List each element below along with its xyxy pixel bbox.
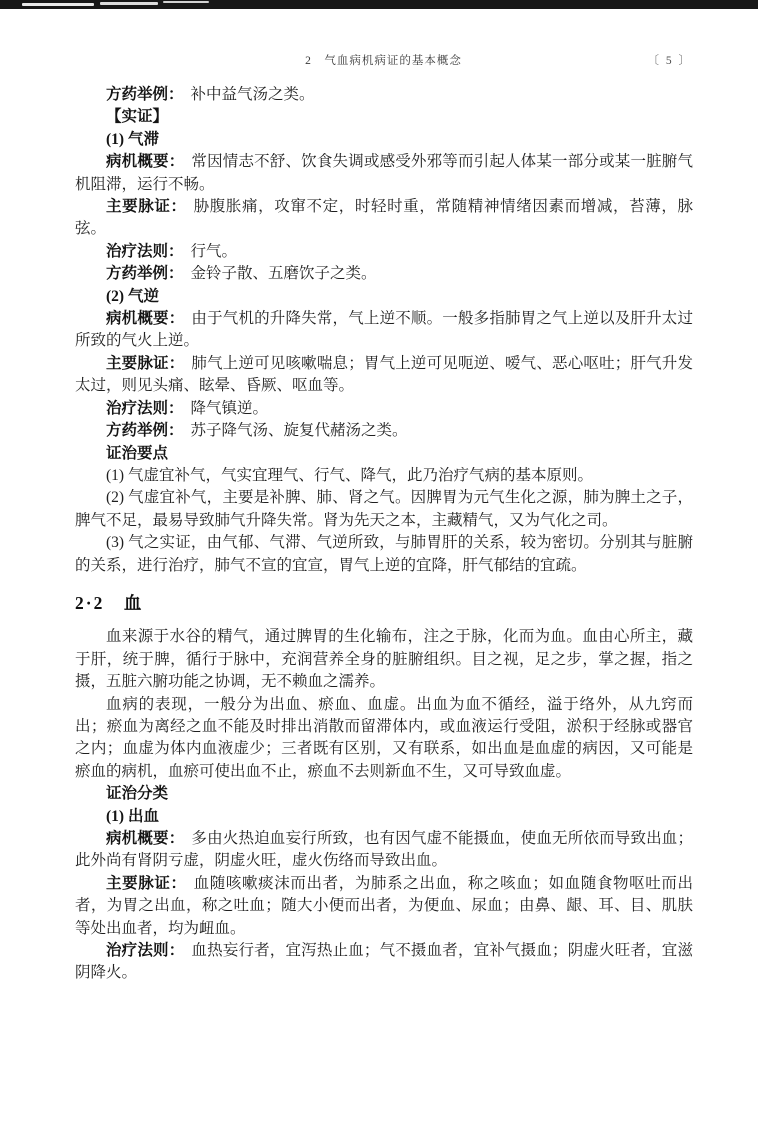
labeled-paragraph bbox=[75, 151, 693, 196]
paragraph-text: 补中益气汤之类。 bbox=[190, 86, 315, 103]
paragraph: (1) 气虚宜补气，气实宜理气、行气、降气，此乃治疗气病的基本原则。 bbox=[106, 466, 593, 484]
labeled-paragraph bbox=[75, 940, 693, 985]
labeled-paragraph bbox=[75, 196, 693, 241]
scan-edge-artifact bbox=[0, 0, 758, 9]
labeled-paragraph bbox=[75, 420, 693, 442]
paragraph-text: 由于气机的升降失常，气上逆不顺。一般多指肺胃之气上逆以及肝升太过所致的气火上逆。 bbox=[75, 310, 693, 350]
paragraph-text: 肺气上逆可见咳嗽喘息；胃气上逆可见呃逆、嗳气、恶心呕吐；肝气升发太过，则见头痛、眩晕、昏厥、呕血等。 bbox=[75, 354, 693, 395]
scan-streak bbox=[163, 1, 209, 3]
subheading-shizheng: 【实证】 bbox=[106, 108, 169, 126]
paragraph-label: 主要脉证： bbox=[106, 874, 187, 892]
paragraph-text: 降气镇逆。 bbox=[190, 399, 269, 417]
scan-streak bbox=[22, 3, 94, 6]
paragraph-text: 多由火热迫血妄行所致，也有因气虚不能摄血，使血无所依而导致出血；此外尚有肾阴亏虚，阴虚火旺，虚火伤络而导致出血。 bbox=[75, 830, 693, 870]
page-number: 〔 5 〕 bbox=[647, 55, 692, 67]
paragraph: (2) 气虚宜补气，主要是补脾、肺、肾之气。因脾胃为元气生化之源，肺为脾土之子，脾气不足，最易导致肺气升降失常。肾为先天之本，主藏精气，又为气化之司。 bbox=[75, 489, 693, 529]
paragraph-label: 方药举例： bbox=[106, 422, 184, 440]
paragraph-label: 病机概要： bbox=[106, 153, 185, 171]
paragraph-label: 方药举例： bbox=[106, 86, 184, 103]
paragraph: 血病的表现，一般分为出血、瘀血、血虚。出血为血不循经，溢于络外，从九窍而出；瘀血为离经之血不能及时排出消散而留滞体内，或血液运行受阻，淤积于经脉或器官之内；血虚为体内血液虚少；三者既有区别，又有联系，如出血是血虚的病因，又可能是瘀血的病机，血瘀可使出血不止，瘀血不去则新血不生，又可导致血虚。 bbox=[75, 695, 693, 780]
paragraph-label: 主要脉证： bbox=[106, 198, 187, 216]
page-body bbox=[75, 84, 693, 985]
subheading-zhengzhi-fenlei: 证治分类 bbox=[106, 785, 169, 803]
section-heading-blood: 2·2 血 bbox=[75, 592, 144, 613]
paragraph-text: 金铃子散、五磨饮子之类。 bbox=[190, 265, 377, 283]
labeled-paragraph bbox=[75, 828, 693, 873]
paragraph-label: 病机概要： bbox=[106, 830, 185, 847]
labeled-paragraph bbox=[75, 398, 693, 420]
running-header bbox=[75, 52, 692, 68]
paragraph-label: 方药举例： bbox=[106, 265, 184, 283]
subheading-chuxue: (1) 出血 bbox=[106, 807, 159, 825]
paragraph: 血来源于水谷的精气，通过脾胃的生化输布，注之于脉，化而为血。血由心所主，藏于肝，统于脾，循行于脉中，充润营养全身的脏腑组织。目之视，足之步，掌之握，指之摄，五脏六腑功能之协调，无不赖血之濡养。 bbox=[75, 628, 693, 691]
labeled-paragraph bbox=[75, 353, 693, 398]
scan-streak bbox=[100, 2, 158, 5]
subheading-qizhi: (1) 气滞 bbox=[106, 130, 159, 148]
paragraph-text: 苏子降气汤、旋复代赭汤之类。 bbox=[190, 422, 408, 440]
labeled-paragraph bbox=[75, 84, 693, 106]
paragraph-label: 主要脉证： bbox=[106, 354, 185, 372]
labeled-paragraph bbox=[75, 263, 693, 285]
paragraph-label: 病机概要： bbox=[106, 310, 185, 328]
paragraph: (3) 气之实证，由气郁、气滞、气逆所致，与肺胃肝的关系，较为密切。分别其与脏腑的关系，进行治疗，肺气不宣的宜宣，胃气上逆的宜降，肝气郁结的宜疏。 bbox=[75, 534, 693, 574]
paragraph-text: 血随咳嗽痰沫而出者，为肺系之出血，称之咳血；如血随食物呕吐而出者，为胃之出血，称之吐血；随大小便而出者，为便血、尿血；由鼻、龈、耳、目、肌肤等处出血者，均为衄血。 bbox=[75, 874, 693, 937]
paragraph-text: 血热妄行者，宜泻热止血；气不摄血者，宜补气摄血；阴虚火旺者，宜滋阴降火。 bbox=[75, 942, 693, 982]
labeled-paragraph bbox=[75, 308, 693, 353]
labeled-paragraph bbox=[75, 241, 693, 263]
paragraph-text: 行气。 bbox=[190, 242, 238, 260]
subheading-qini: (2) 气逆 bbox=[106, 287, 159, 305]
running-title: 2 气血病机病证的基本概念 bbox=[305, 55, 462, 67]
paragraph-label: 治疗法则： bbox=[106, 942, 185, 960]
labeled-paragraph bbox=[75, 873, 693, 940]
paragraph-label: 治疗法则： bbox=[106, 399, 184, 417]
subheading-zhengzhi-yaodian: 证治要点 bbox=[106, 444, 169, 462]
paragraph-label: 治疗法则： bbox=[106, 242, 184, 260]
paragraph-text: 胁腹胀痛，攻窜不定，时轻时重，常随精神情绪因素而增减，苔薄，脉弦。 bbox=[75, 198, 693, 238]
paragraph-text: 常因情志不舒、饮食失调或感受外邪等而引起人体某一部分或某一脏腑气机阻滞，运行不畅。 bbox=[75, 153, 693, 193]
